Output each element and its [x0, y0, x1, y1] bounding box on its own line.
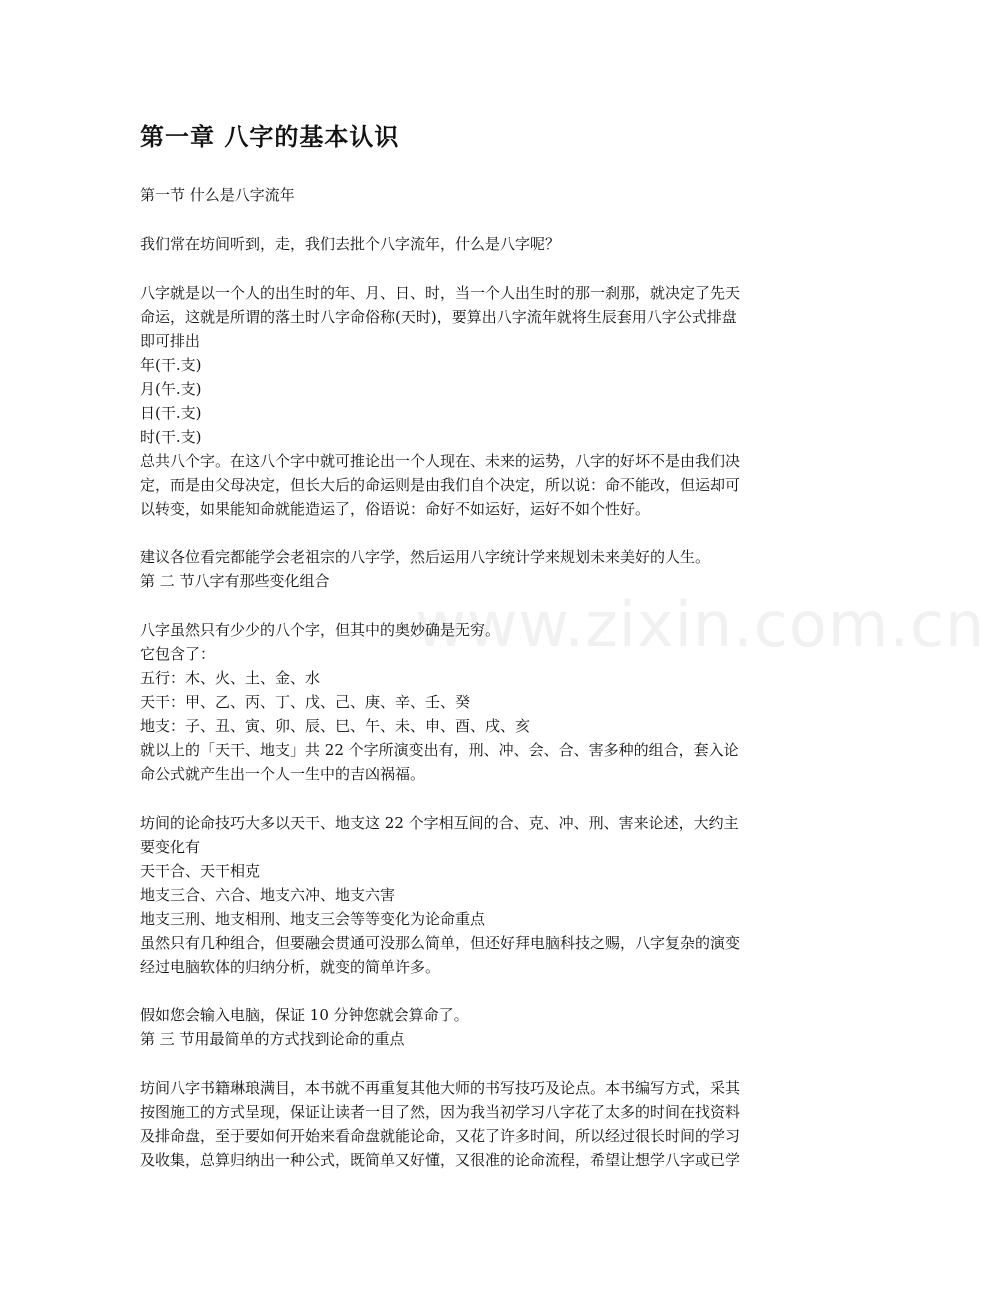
watermark: www.zixin.com.cn	[415, 588, 985, 661]
paragraph-line: 虽然只有几种组合，但要融会贯通可没那么简单，但还好拜电脑科技之赐，八字复杂的演变	[140, 934, 741, 952]
chapter-title: 第一章 八字的基本认识	[140, 122, 400, 151]
paragraph-line: 及排命盘，至于要如何开始来看命盘就能论命，又花了许多时间，所以经过很长时间的学习	[140, 1127, 741, 1145]
section-heading-3: 第 三 节用最简单的方式找到论命的重点	[140, 1030, 405, 1048]
paragraph-line: 地支三合、六合、地支六冲、地支六害	[140, 886, 396, 904]
paragraph-line: 即可排出	[140, 332, 201, 350]
paragraph-line: 地支：子、丑、寅、卯、辰、巳、午、未、申、酉、戌、亥	[140, 717, 531, 735]
paragraph-line: 定，而是由父母决定，但长大后的命运则是由我们自个决定，所以说：命不能改，但运却可	[140, 476, 741, 494]
paragraph-line: 命公式就产生出一个人一生中的吉凶祸福。	[140, 765, 426, 783]
paragraph-line: 建议各位看完都能学会老祖宗的八字学，然后运用八字统计学来规划未来美好的人生。	[140, 548, 711, 566]
paragraph-line: 就以上的「天干、地支」共 22 个字所演变出有，刑、冲、会、合、害多种的组合，套入论	[140, 741, 739, 759]
paragraph-line: 月(午.支)	[140, 380, 202, 398]
section-heading-1: 第一节 什么是八字流年	[140, 186, 295, 204]
paragraph-line: 以转变，如果能知命就能造运了，俗语说：命好不如运好，运好不如个性好。	[140, 500, 651, 518]
paragraph-line: 要变化有	[140, 838, 201, 856]
paragraph-line: 经过电脑软体的归纳分析，就变的简单许多。	[140, 958, 441, 976]
paragraph-line: 总共八个字。在这八个字中就可推论出一个人现在、未来的运势，八字的好坏不是由我们决	[140, 452, 741, 470]
paragraph-line: 它包含了：	[140, 645, 216, 663]
paragraph-line: 日(干.支)	[140, 404, 202, 422]
paragraph-line: 八字就是以一个人的出生时的年、月、日、时，当一个人出生时的那一刹那，就决定了先天	[140, 284, 741, 302]
paragraph-line: 我们常在坊间听到，走，我们去批个八字流年，什么是八字呢？	[140, 235, 561, 253]
paragraph-line: 坊间的论命技巧大多以天干、地支这 22 个字相互间的合、克、冲、刑、害来论述，大约主	[140, 814, 739, 832]
section-heading-2: 第 二 节八字有那些变化组合	[140, 572, 330, 590]
paragraph-line: 及收集，总算归纳出一种公式，既简单又好懂，又很准的论命流程，希望让想学八字或已学	[140, 1151, 741, 1169]
paragraph-line: 假如您会输入电脑，保证 10 分钟您就会算命了。	[140, 1006, 469, 1024]
paragraph-line: 按图施工的方式呈现，保证让读者一目了然，因为我当初学习八字花了太多的时间在找资料	[140, 1103, 741, 1121]
paragraph-line: 坊间八字书籍琳琅满目，本书就不再重复其他大师的书写技巧及论点。本书编写方式，采其	[140, 1079, 741, 1097]
paragraph-line: 八字虽然只有少少的八个字，但其中的奥妙确是无穷。	[140, 621, 501, 639]
paragraph-line: 时(干.支)	[140, 428, 202, 446]
paragraph-line: 天干：甲、乙、丙、丁、戊、己、庚、辛、壬、癸	[140, 693, 471, 711]
paragraph-line: 地支三刑、地支相刑、地支三会等等变化为论命重点	[140, 910, 486, 928]
paragraph-line: 年(干.支)	[140, 356, 202, 374]
paragraph-line: 命运，这就是所谓的落土时八字命俗称(天时)，要算出八字流年就将生辰套用八字公式排盘	[140, 308, 737, 326]
paragraph-line: 五行：木、火、土、金、水	[140, 669, 321, 687]
paragraph-line: 天干合、天干相克	[140, 862, 261, 880]
